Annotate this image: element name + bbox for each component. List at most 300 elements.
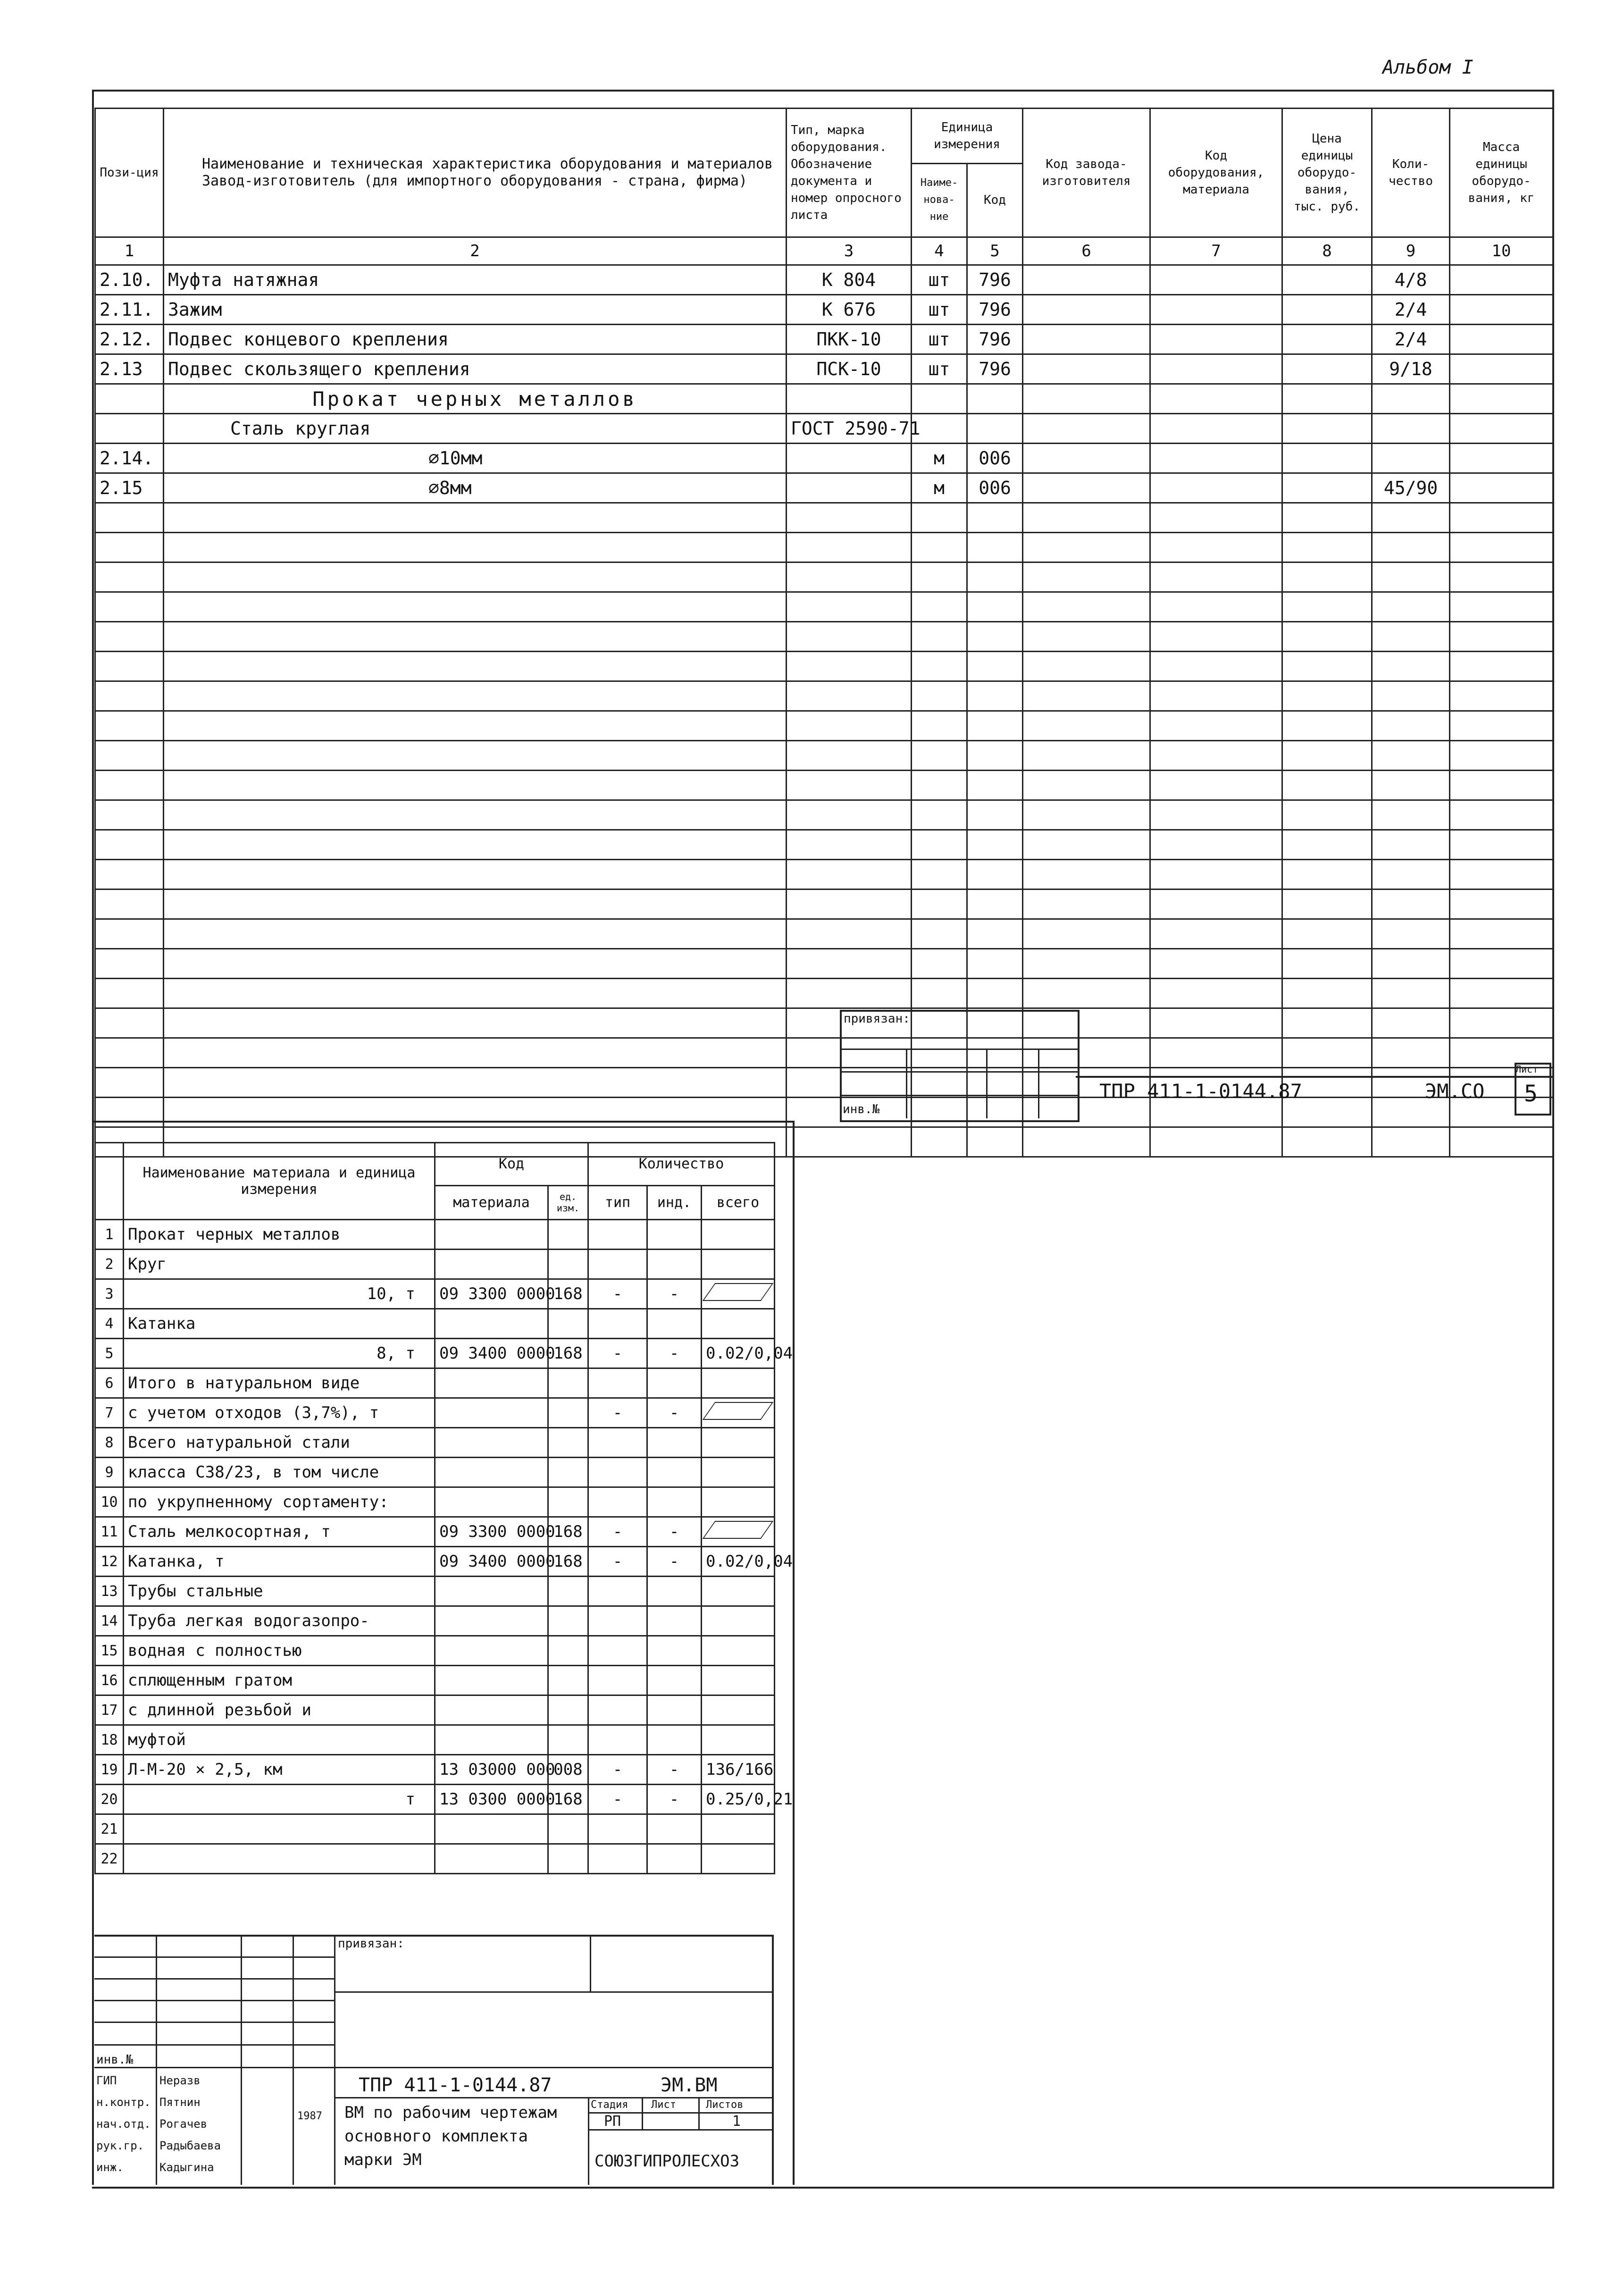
spec-cell-price bbox=[1282, 830, 1372, 860]
material-code: 13 03000 000 bbox=[435, 1755, 548, 1785]
spec-cell-pos bbox=[95, 622, 164, 652]
col-header-name: Наименование и техническая характеристика оборудования и материалов Завод-изготовитель (для импортного оборудования - страна, фирма) bbox=[164, 109, 787, 237]
qty-total bbox=[702, 1814, 775, 1844]
spec-cell-unit-code bbox=[967, 949, 1023, 979]
spec-cell-item-type: ПСК-10 bbox=[787, 354, 912, 384]
material-row bbox=[95, 1725, 775, 1755]
material-code bbox=[435, 1220, 548, 1250]
spec-cell-unit-name bbox=[912, 800, 967, 830]
spec-row bbox=[95, 771, 1553, 800]
spec-cell-price bbox=[1282, 265, 1372, 295]
qty-ind: - bbox=[647, 1339, 702, 1368]
qty-ind: - bbox=[647, 1517, 702, 1547]
spec-cell-mass bbox=[1450, 295, 1553, 325]
spec-cell-item-name bbox=[164, 681, 787, 711]
spec-cell-item-type bbox=[787, 533, 912, 562]
material-row bbox=[95, 1814, 775, 1844]
material-name: Л-М-20 × 2,5, км bbox=[124, 1755, 435, 1785]
material-row bbox=[95, 1577, 775, 1606]
spec-cell-quantity bbox=[1372, 800, 1450, 830]
material-code bbox=[435, 1666, 548, 1695]
spec-cell-pos bbox=[95, 1038, 164, 1068]
row-number: 2 bbox=[95, 1250, 124, 1279]
unit-code bbox=[548, 1844, 588, 1874]
spec-cell-factory-code bbox=[1023, 652, 1150, 681]
unit-code bbox=[548, 1368, 588, 1398]
qty-total bbox=[702, 1458, 775, 1487]
spec-row bbox=[95, 592, 1553, 622]
material-row bbox=[95, 1339, 775, 1368]
stamp-sheet-5 bbox=[840, 1010, 1552, 1118]
qty-total: 136/166 bbox=[702, 1755, 775, 1785]
spec-cell-pos bbox=[95, 800, 164, 830]
qty-type bbox=[588, 1666, 647, 1695]
spec-cell-pos bbox=[95, 1008, 164, 1038]
material-name: Трубы стальные bbox=[124, 1577, 435, 1606]
spec-cell-factory-code bbox=[1023, 919, 1150, 949]
sheet-number: 5 bbox=[1524, 1081, 1538, 1107]
qty-type bbox=[588, 1458, 647, 1487]
spec-cell-pos bbox=[95, 681, 164, 711]
sheet-label-2: Лист bbox=[651, 2099, 676, 2111]
spec-cell-unit-name bbox=[912, 1127, 967, 1157]
spec-cell-factory-code bbox=[1023, 503, 1150, 533]
spec-cell-equipment-code bbox=[1150, 800, 1282, 830]
unit-code bbox=[548, 1666, 588, 1695]
spec-cell-pos bbox=[95, 592, 164, 622]
spec-cell-item-type bbox=[787, 503, 912, 533]
spec-cell-price bbox=[1282, 1127, 1372, 1157]
spec-cell-mass bbox=[1450, 681, 1553, 711]
spec-cell-equipment-code bbox=[1150, 354, 1282, 384]
spec-row bbox=[95, 711, 1553, 741]
qty-ind bbox=[647, 1666, 702, 1695]
spec-row bbox=[95, 622, 1553, 652]
mat-header-qty: Количество bbox=[588, 1143, 775, 1186]
spec-cell-item-name: Зажим bbox=[164, 295, 787, 325]
row-number: 1 bbox=[95, 1220, 124, 1250]
spec-cell-unit-code bbox=[967, 592, 1023, 622]
spec-cell-unit-name: м bbox=[912, 444, 967, 473]
spec-cell-price bbox=[1282, 444, 1372, 473]
material-name: водная с полностью bbox=[124, 1636, 435, 1666]
col-header-unit-code: Код bbox=[967, 163, 1023, 237]
row-number: 21 bbox=[95, 1814, 124, 1844]
frame-left-line bbox=[92, 90, 94, 2185]
inv-label-2: инв.№ bbox=[96, 2053, 134, 2067]
material-code bbox=[435, 1606, 548, 1636]
spec-cell-factory-code bbox=[1023, 592, 1150, 622]
qty-ind: - bbox=[647, 1279, 702, 1309]
spec-cell-unit-name bbox=[912, 860, 967, 889]
spec-cell-equipment-code bbox=[1150, 681, 1282, 711]
qty-ind bbox=[647, 1636, 702, 1666]
spec-cell-item-type bbox=[787, 860, 912, 889]
qty-ind bbox=[647, 1725, 702, 1755]
spec-cell-item-name: Сталь круглая bbox=[164, 414, 787, 444]
spec-cell-pos: 2.10. bbox=[95, 265, 164, 295]
qty-total bbox=[702, 1250, 775, 1279]
material-row bbox=[95, 1636, 775, 1666]
spec-cell-factory-code bbox=[1023, 444, 1150, 473]
material-code bbox=[435, 1844, 548, 1874]
spec-cell-factory-code bbox=[1023, 889, 1150, 919]
qty-ind: - bbox=[647, 1398, 702, 1428]
spec-cell-pos bbox=[95, 889, 164, 919]
spec-cell-unit-code bbox=[967, 800, 1023, 830]
spec-cell-factory-code bbox=[1023, 949, 1150, 979]
col-number: 3 bbox=[787, 237, 912, 265]
qty-ind bbox=[647, 1487, 702, 1517]
spec-row bbox=[95, 354, 1553, 384]
spec-cell-unit-name: м bbox=[912, 473, 967, 503]
qty-total bbox=[702, 1636, 775, 1666]
col-number: 5 bbox=[967, 237, 1023, 265]
qty-total bbox=[702, 1279, 775, 1309]
spec-row bbox=[95, 562, 1553, 592]
spec-cell-equipment-code bbox=[1150, 622, 1282, 652]
unit-code: 168 bbox=[548, 1785, 588, 1814]
spec-cell-mass bbox=[1450, 949, 1553, 979]
material-row bbox=[95, 1785, 775, 1814]
col-header-qty: Коли-чество bbox=[1372, 109, 1450, 237]
row-number: 11 bbox=[95, 1517, 124, 1547]
spec-cell-item-type bbox=[787, 771, 912, 800]
spec-cell-pos bbox=[95, 414, 164, 444]
spec-cell-mass bbox=[1450, 414, 1553, 444]
spec-cell-mass bbox=[1450, 622, 1553, 652]
qty-ind: - bbox=[647, 1755, 702, 1785]
spec-cell-item-name bbox=[164, 622, 787, 652]
spec-cell-mass bbox=[1450, 503, 1553, 533]
spec-cell-pos bbox=[95, 771, 164, 800]
spec-cell-equipment-code bbox=[1150, 979, 1282, 1008]
spec-row bbox=[95, 295, 1553, 325]
mat-header-code-unit: ед. изм. bbox=[548, 1185, 588, 1219]
mat-header-qty-type: тип bbox=[588, 1185, 647, 1219]
unit-code bbox=[548, 1725, 588, 1755]
spec-cell-quantity bbox=[1372, 979, 1450, 1008]
spec-cell-quantity bbox=[1372, 830, 1450, 860]
spec-cell-price bbox=[1282, 295, 1372, 325]
spec-cell-equipment-code bbox=[1150, 1127, 1282, 1157]
spec-cell-item-name bbox=[164, 1038, 787, 1068]
spec-cell-factory-code bbox=[1023, 741, 1150, 771]
empty-slash-mark bbox=[703, 1402, 774, 1420]
spec-cell-price bbox=[1282, 949, 1372, 979]
spec-cell-item-type bbox=[787, 622, 912, 652]
spec-cell-unit-code bbox=[967, 830, 1023, 860]
qty-ind bbox=[647, 1428, 702, 1458]
empty-slash-mark bbox=[703, 1283, 774, 1301]
col-number: 10 bbox=[1450, 237, 1553, 265]
row-number: 9 bbox=[95, 1458, 124, 1487]
qty-total bbox=[702, 1577, 775, 1606]
spec-cell-item-name bbox=[164, 711, 787, 741]
material-name: Катанка, т bbox=[124, 1547, 435, 1577]
spec-cell-factory-code bbox=[1023, 265, 1150, 295]
unit-code bbox=[548, 1487, 588, 1517]
spec-cell-factory-code bbox=[1023, 622, 1150, 652]
signature-role: рук.гр. bbox=[96, 2139, 144, 2152]
col-number: 7 bbox=[1150, 237, 1282, 265]
spec-cell-equipment-code bbox=[1150, 444, 1282, 473]
spec-cell-price bbox=[1282, 711, 1372, 741]
signature-roles bbox=[96, 2070, 156, 2178]
spec-cell-item-name bbox=[164, 800, 787, 830]
spec-row bbox=[95, 979, 1553, 1008]
unit-code bbox=[548, 1428, 588, 1458]
spec-cell-price bbox=[1282, 414, 1372, 444]
signature-year: 1987 bbox=[297, 2110, 322, 2122]
spec-cell-item-name bbox=[164, 533, 787, 562]
spec-cell-item-type bbox=[787, 979, 912, 1008]
album-label: Альбом I bbox=[1382, 57, 1473, 78]
spec-cell-unit-name bbox=[912, 979, 967, 1008]
spec-cell-factory-code bbox=[1023, 681, 1150, 711]
unit-code: 168 bbox=[548, 1517, 588, 1547]
spec-cell-unit-name: шт bbox=[912, 325, 967, 354]
document-title: ВМ по рабочим чертежам основного комплекта марки ЭМ bbox=[344, 2103, 557, 2169]
material-code bbox=[435, 1725, 548, 1755]
material-name: Круг bbox=[124, 1250, 435, 1279]
spec-cell-equipment-code bbox=[1150, 741, 1282, 771]
spec-cell-quantity bbox=[1372, 1127, 1450, 1157]
spec-cell-price bbox=[1282, 681, 1372, 711]
unit-code bbox=[548, 1309, 588, 1339]
col-header-type: Тип, марка оборудования. Обозначение документа и номер опросного листа bbox=[787, 109, 912, 237]
spec-cell-mass bbox=[1450, 1127, 1553, 1157]
spec-row bbox=[95, 919, 1553, 949]
unit-code bbox=[548, 1606, 588, 1636]
spec-cell-unit-name bbox=[912, 919, 967, 949]
qty-total bbox=[702, 1844, 775, 1874]
spec-cell-pos bbox=[95, 503, 164, 533]
qty-type: - bbox=[588, 1517, 647, 1547]
qty-ind bbox=[647, 1220, 702, 1250]
signature-role: ГИП bbox=[96, 2074, 117, 2087]
spec-cell-mass bbox=[1450, 889, 1553, 919]
spec-cell-unit-name bbox=[912, 830, 967, 860]
col-number: 8 bbox=[1282, 237, 1372, 265]
material-code bbox=[435, 1250, 548, 1279]
spec-cell-quantity: 45/90 bbox=[1372, 473, 1450, 503]
qty-total bbox=[702, 1666, 775, 1695]
spec-cell-item-name bbox=[164, 949, 787, 979]
material-row bbox=[95, 1250, 775, 1279]
mat-header-code-mat: материала bbox=[435, 1185, 548, 1219]
spec-cell-factory-code bbox=[1023, 771, 1150, 800]
spec-cell-factory-code bbox=[1023, 414, 1150, 444]
qty-type bbox=[588, 1814, 647, 1844]
material-code: 09 3400 0000 bbox=[435, 1547, 548, 1577]
specification-table bbox=[94, 108, 1554, 1158]
spec-cell-unit-code bbox=[967, 622, 1023, 652]
spec-cell-factory-code bbox=[1023, 830, 1150, 860]
spec-cell-unit-name bbox=[912, 592, 967, 622]
spec-cell-price bbox=[1282, 473, 1372, 503]
material-name: класса С38/23, в том числе bbox=[124, 1458, 435, 1487]
spec-cell-quantity bbox=[1372, 949, 1450, 979]
spec-row bbox=[95, 473, 1553, 503]
col-header-eq-code: Код оборудования, материала bbox=[1150, 109, 1282, 237]
spec-cell-unit-code bbox=[967, 562, 1023, 592]
material-row bbox=[95, 1487, 775, 1517]
spec-cell-item-name bbox=[164, 919, 787, 949]
qty-ind bbox=[647, 1814, 702, 1844]
row-number: 22 bbox=[95, 1844, 124, 1874]
material-name: сплющенным гратом bbox=[124, 1666, 435, 1695]
spec-cell-mass bbox=[1450, 830, 1553, 860]
spec-cell-factory-code bbox=[1023, 473, 1150, 503]
row-number: 8 bbox=[95, 1428, 124, 1458]
spec-cell-price bbox=[1282, 889, 1372, 919]
qty-ind: - bbox=[647, 1547, 702, 1577]
spec-cell-unit-code: 796 bbox=[967, 354, 1023, 384]
spec-cell-equipment-code bbox=[1150, 771, 1282, 800]
spec-cell-item-name bbox=[164, 503, 787, 533]
spec-cell-item-name: Муфта натяжная bbox=[164, 265, 787, 295]
qty-total bbox=[702, 1368, 775, 1398]
row-number: 3 bbox=[95, 1279, 124, 1309]
spec-cell-equipment-code bbox=[1150, 830, 1282, 860]
doc-mark-2: ЭМ.ВМ bbox=[661, 2074, 718, 2096]
row-number: 18 bbox=[95, 1725, 124, 1755]
material-name: Итого в натуральном виде bbox=[124, 1368, 435, 1398]
spec-cell-unit-name bbox=[912, 622, 967, 652]
unit-code bbox=[548, 1250, 588, 1279]
material-row bbox=[95, 1517, 775, 1547]
title-block bbox=[94, 1935, 774, 2185]
signature-name: Кадыгина bbox=[159, 2161, 214, 2174]
col-number: 2 bbox=[164, 237, 787, 265]
qty-type bbox=[588, 1428, 647, 1458]
spec-cell-mass bbox=[1450, 592, 1553, 622]
spec-cell-unit-name bbox=[912, 503, 967, 533]
spec-cell-quantity bbox=[1372, 503, 1450, 533]
spec-cell-item-name bbox=[164, 592, 787, 622]
spec-cell-item-type bbox=[787, 949, 912, 979]
mat-header-qty-ind: инд. bbox=[647, 1185, 702, 1219]
spec-cell-unit-name bbox=[912, 533, 967, 562]
spec-cell-unit-code bbox=[967, 919, 1023, 949]
column-number-row bbox=[95, 237, 1553, 265]
spec-cell-unit-code bbox=[967, 533, 1023, 562]
spec-cell-price bbox=[1282, 979, 1372, 1008]
spec-cell-equipment-code bbox=[1150, 860, 1282, 889]
material-row bbox=[95, 1398, 775, 1428]
qty-ind bbox=[647, 1458, 702, 1487]
empty-slash-mark bbox=[703, 1521, 774, 1539]
spec-cell-item-type bbox=[787, 1127, 912, 1157]
row-number: 16 bbox=[95, 1666, 124, 1695]
spec-cell-factory-code bbox=[1023, 295, 1150, 325]
qty-type: - bbox=[588, 1398, 647, 1428]
spec-cell-item-name bbox=[164, 860, 787, 889]
qty-total: 0.02/0,04 bbox=[702, 1339, 775, 1368]
qty-type bbox=[588, 1487, 647, 1517]
spec-cell-unit-code bbox=[967, 503, 1023, 533]
spec-cell-quantity bbox=[1372, 860, 1450, 889]
spec-cell-pos bbox=[95, 562, 164, 592]
mat-header-code: Код bbox=[435, 1143, 588, 1186]
spec-cell-mass bbox=[1450, 800, 1553, 830]
material-row bbox=[95, 1844, 775, 1874]
material-code: 09 3400 0000 bbox=[435, 1339, 548, 1368]
spec-cell-unit-code bbox=[967, 860, 1023, 889]
row-number: 15 bbox=[95, 1636, 124, 1666]
spec-cell-unit-name bbox=[912, 711, 967, 741]
unit-code: 168 bbox=[548, 1339, 588, 1368]
spec-cell-factory-code bbox=[1023, 325, 1150, 354]
spec-cell-factory-code bbox=[1023, 711, 1150, 741]
spec-cell-price bbox=[1282, 325, 1372, 354]
spec-cell-item-type bbox=[787, 592, 912, 622]
signature-role: инж. bbox=[96, 2161, 124, 2174]
material-code bbox=[435, 1814, 548, 1844]
spec-cell-unit-name bbox=[912, 681, 967, 711]
col-number: 1 bbox=[95, 237, 164, 265]
spec-cell-mass bbox=[1450, 562, 1553, 592]
spec-cell-pos bbox=[95, 711, 164, 741]
spec-cell-item-type bbox=[787, 919, 912, 949]
material-code: 13 0300 0000 bbox=[435, 1785, 548, 1814]
spec-cell-item-type bbox=[787, 800, 912, 830]
material-row bbox=[95, 1695, 775, 1725]
signature-role: нач.отд. bbox=[96, 2117, 151, 2131]
qty-type bbox=[588, 1368, 647, 1398]
spec-cell-price bbox=[1282, 741, 1372, 771]
spec-header-row bbox=[95, 109, 1553, 164]
spec-row bbox=[95, 800, 1553, 830]
material-row bbox=[95, 1547, 775, 1577]
spec-row bbox=[95, 325, 1553, 354]
material-name bbox=[124, 1814, 435, 1844]
spec-cell-equipment-code bbox=[1150, 949, 1282, 979]
spec-row bbox=[95, 830, 1553, 860]
spec-cell-unit-name bbox=[912, 889, 967, 919]
qty-total bbox=[702, 1487, 775, 1517]
spec-cell-equipment-code bbox=[1150, 592, 1282, 622]
spec-cell-mass bbox=[1450, 473, 1553, 503]
inv-label: инв.№ bbox=[843, 1102, 880, 1116]
spec-cell-item-name bbox=[164, 562, 787, 592]
sheet-label: Лист bbox=[1515, 1064, 1539, 1075]
unit-code bbox=[548, 1814, 588, 1844]
material-name bbox=[124, 1844, 435, 1874]
material-name: Труба легкая водогазопро- bbox=[124, 1606, 435, 1636]
spec-cell-unit-name bbox=[912, 562, 967, 592]
spec-cell-equipment-code bbox=[1150, 919, 1282, 949]
spec-cell-mass bbox=[1450, 533, 1553, 562]
col-header-pos: Пози-ция bbox=[95, 109, 164, 237]
signature-name: Рогачев bbox=[159, 2117, 208, 2131]
spec-cell-mass bbox=[1450, 711, 1553, 741]
spec-cell-item-name: Подвес концевого крепления bbox=[164, 325, 787, 354]
qty-type bbox=[588, 1309, 647, 1339]
spec-cell-item-type bbox=[787, 562, 912, 592]
qty-type bbox=[588, 1577, 647, 1606]
material-code bbox=[435, 1695, 548, 1725]
spec-row bbox=[95, 265, 1553, 295]
material-name: Сталь мелкосортная, т bbox=[124, 1517, 435, 1547]
spec-cell-quantity: 2/4 bbox=[1372, 325, 1450, 354]
spec-cell-pos: 2.15 bbox=[95, 473, 164, 503]
material-name: с учетом отходов (3,7%), т bbox=[124, 1398, 435, 1428]
spec-cell-pos: 2.11. bbox=[95, 295, 164, 325]
material-row bbox=[95, 1666, 775, 1695]
row-number: 5 bbox=[95, 1339, 124, 1368]
